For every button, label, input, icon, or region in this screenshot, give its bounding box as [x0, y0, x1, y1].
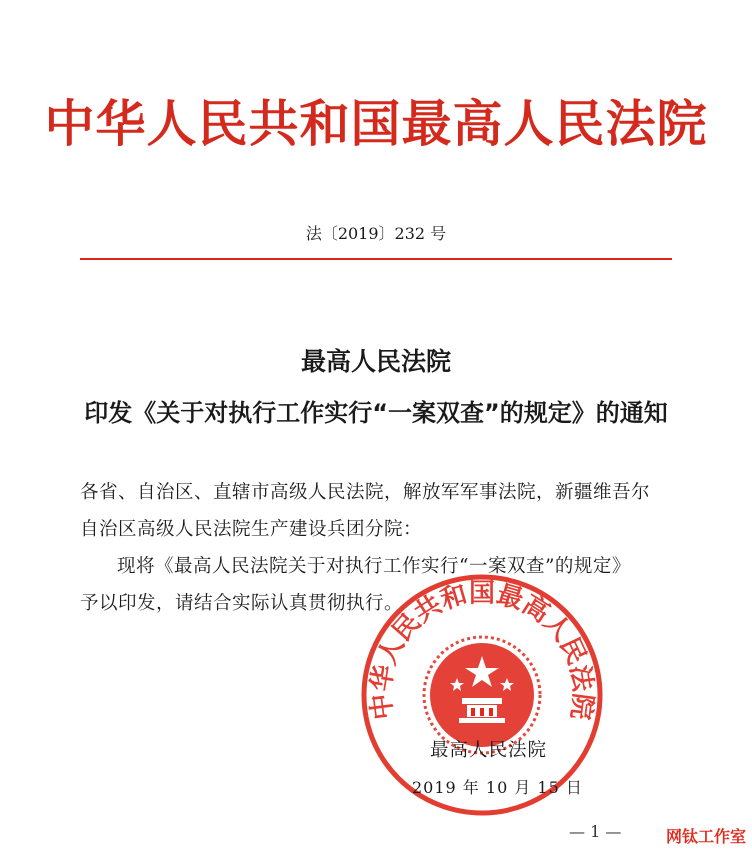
body-line-addressees-cont: 自治区高级人民法院生产建设兵团分院：: [80, 519, 423, 540]
header-title: 中华人民共和国最高人民法院: [44, 95, 708, 153]
document-number: 法〔2019〕232 号: [305, 224, 447, 243]
watermark-text: 网钛工作室: [665, 827, 746, 846]
body-line-addressees: 各省、自治区、直辖市高级人民法院，解放军军事法院，新疆维吾尔: [80, 482, 651, 503]
signing-date: 2019 年 10 月 15 日: [412, 778, 583, 797]
signing-organization: 最高人民法院: [430, 740, 548, 761]
page-number: — 1 —: [569, 822, 622, 841]
svg-text:中华人民共和国最高人民法院: 中华人民共和国最高人民法院: [366, 578, 598, 722]
body-line-content-cont: 予以印发，请结合实际认真贯彻执行。: [80, 593, 404, 614]
notice-title-line-1: 最高人民法院: [300, 347, 451, 376]
header-divider: [80, 258, 672, 260]
notice-title-line-2: 印发《关于对执行工作实行“一案双查”的规定》的通知: [84, 399, 668, 427]
body-line-content: 现将《最高人民法院关于对执行工作实行“一案双查”的规定》: [117, 556, 631, 577]
